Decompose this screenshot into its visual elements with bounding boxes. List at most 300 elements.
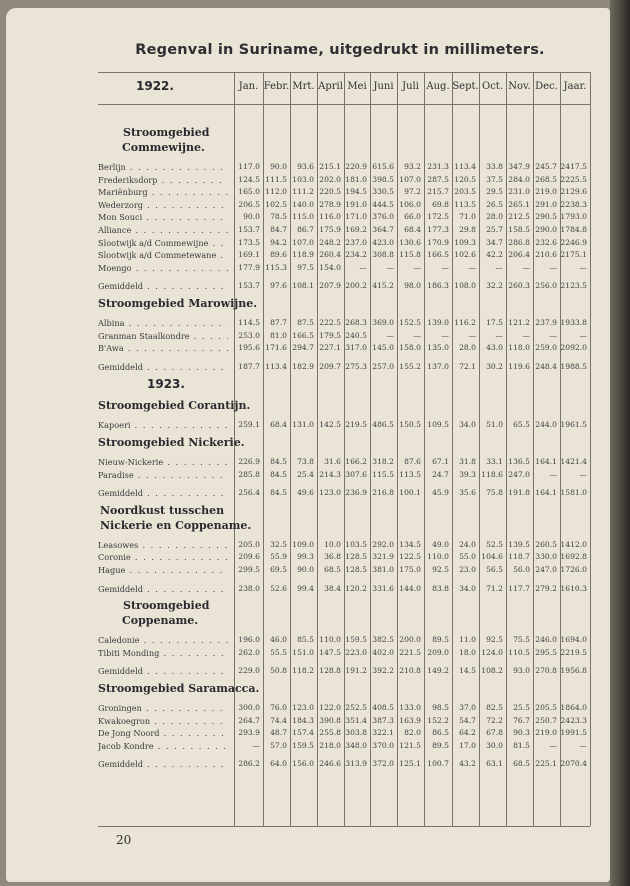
- rainfall-value: 118.9: [292, 250, 314, 260]
- rainfall-value: 49.0: [432, 539, 449, 549]
- rainfall-value: 284.0: [508, 174, 530, 184]
- rainfall-value: 67.8: [486, 728, 503, 738]
- station-name: Nieuw-Nickerie . . .: [98, 456, 228, 468]
- column-header: Jaar.: [563, 81, 587, 92]
- rainfall-value: 300.0: [238, 703, 260, 712]
- rainfall-value: —: [495, 330, 503, 340]
- average-row: [0, 583, 600, 595]
- rainfall-value: 215.7: [427, 187, 449, 197]
- column-header: Nov.: [508, 81, 531, 92]
- rainfall-value: 260.4: [319, 250, 341, 260]
- rainfall-value: 135.0: [427, 343, 449, 353]
- station-name: Gemiddeld . . .: [98, 361, 228, 373]
- rainfall-value: 125.1: [399, 759, 421, 769]
- rainfall-value: 444.5: [372, 199, 394, 209]
- rainfall-value: 290.0: [535, 225, 557, 234]
- rainfall-value: —: [413, 262, 421, 272]
- table-row: [0, 330, 600, 342]
- rainfall-value: 32.2: [486, 281, 503, 291]
- rainfall-value: 154.0: [319, 262, 341, 272]
- rainfall-value: —: [549, 330, 557, 340]
- column-header: Aug.: [426, 81, 450, 92]
- column-header: Juni: [373, 81, 394, 92]
- rainfall-value: 202.0: [319, 174, 341, 184]
- rainfall-value: 115.0: [292, 212, 314, 222]
- section-heading: Stroomgebied: [123, 599, 210, 613]
- rainfall-value: 2129.6: [560, 187, 587, 197]
- rainfall-value: 89.5: [432, 635, 449, 645]
- rainfall-value: 348.0: [345, 740, 367, 750]
- rainfall-value: 92.5: [486, 635, 503, 645]
- rainfall-value: 166.2: [345, 457, 367, 466]
- rainfall-value: 232.6: [535, 237, 557, 247]
- rainfall-value: 2238.3: [560, 199, 587, 209]
- rainfall-value: 26.5: [486, 199, 503, 209]
- rainfall-value: 1581.0: [560, 488, 587, 498]
- rainfall-value: —: [495, 262, 503, 272]
- rainfall-value: 381.0: [372, 565, 394, 574]
- rainfall-value: 257.0: [372, 361, 394, 371]
- rainfall-value: 34.0: [459, 420, 476, 430]
- rainfall-value: 171.0: [345, 212, 367, 222]
- rainfall-value: 179.5: [319, 330, 341, 340]
- rainfall-value: 321.9: [372, 552, 394, 562]
- page-number: 20: [116, 833, 132, 847]
- section-heading: Noordkust tusschen: [100, 503, 225, 517]
- rainfall-value: 209.0: [427, 647, 449, 657]
- rainfall-value: 159.5: [345, 635, 367, 645]
- rainfall-value: 140.0: [292, 199, 314, 209]
- rainfall-value: 133.0: [399, 703, 421, 712]
- station-name: B'Awa . . .: [98, 342, 228, 354]
- table-row: [0, 647, 600, 659]
- column-header: Mei: [347, 81, 367, 92]
- average-row: [0, 361, 600, 373]
- rainfall-value: 73.8: [297, 457, 314, 466]
- rainfall-value: 370.0: [372, 740, 394, 750]
- rainfall-value: 121.2: [508, 318, 530, 327]
- rainfall-value: 207.9: [319, 281, 341, 291]
- table-row: [0, 211, 600, 223]
- rainfall-value: 33.1: [486, 457, 503, 466]
- rainfall-value: 25.5: [513, 703, 530, 712]
- rainfall-value: 398.5: [372, 174, 394, 184]
- rainfall-value: 152.5: [399, 318, 421, 327]
- rainfall-value: 318.2: [372, 457, 394, 466]
- rainfall-value: 81.0: [270, 330, 287, 340]
- rainfall-value: —: [359, 262, 367, 272]
- rainfall-value: 109.0: [292, 539, 314, 549]
- rainfall-value: 128.5: [345, 552, 367, 562]
- rainfall-value: 156.0: [292, 759, 314, 769]
- rainfall-value: 46.0: [270, 635, 287, 645]
- rainfall-value: 270.8: [535, 666, 557, 676]
- rainfall-value: —: [252, 740, 260, 750]
- rainfall-value: 122.0: [319, 703, 341, 712]
- rainfall-value: —: [468, 262, 476, 272]
- rainfall-value: 227.1: [319, 343, 341, 353]
- rainfall-value: 210.6: [535, 250, 557, 260]
- rainfall-value: 219.5: [345, 420, 367, 430]
- rainfall-value: 100.7: [427, 759, 449, 769]
- rainfall-value: 210.8: [399, 666, 421, 676]
- rainfall-value: 30.0: [486, 740, 503, 750]
- rainfall-value: 364.7: [372, 225, 394, 234]
- rainfall-value: 118.6: [481, 469, 503, 479]
- rainfall-value: 165.0: [238, 187, 260, 197]
- rainfall-value: 278.9: [319, 199, 341, 209]
- rainfall-value: 11.0: [459, 635, 476, 645]
- rainfall-value: 66.0: [404, 212, 421, 222]
- rainfall-value: 52.5: [486, 539, 503, 549]
- station-name: Wederzorg . . .: [98, 199, 228, 211]
- rainfall-value: 90.0: [243, 212, 260, 222]
- rainfall-value: 68.5: [324, 565, 341, 574]
- rainfall-value: 43.0: [486, 343, 503, 353]
- rainfall-value: 25.4: [297, 469, 314, 479]
- rainfall-value: 219.0: [535, 728, 557, 738]
- rainfall-value: 279.2: [535, 583, 557, 593]
- rainfall-value: 76.7: [513, 715, 530, 725]
- rainfall-value: 287.5: [427, 174, 449, 184]
- rainfall-value: 2423.3: [560, 715, 587, 725]
- rainfall-value: 120.2: [345, 583, 367, 593]
- rainfall-value: 113.4: [265, 361, 287, 371]
- station-name: Caledonie . . .: [98, 634, 228, 646]
- rainfall-value: 170.9: [427, 237, 449, 247]
- station-name: Paradise . . .: [98, 469, 228, 481]
- section-heading: Coppename.: [122, 614, 199, 628]
- rainfall-value: 86.5: [432, 728, 449, 738]
- rainfall-value: 34.0: [459, 583, 476, 593]
- rainfall-value: 236.9: [345, 488, 367, 498]
- rainfall-value: 84.5: [270, 488, 287, 498]
- rainfall-value: 94.2: [270, 237, 287, 247]
- rainfall-value: 347.9: [508, 162, 530, 171]
- rainfall-value: 152.2: [427, 715, 449, 725]
- rainfall-value: 56.0: [513, 565, 530, 574]
- rainfall-value: 246.0: [535, 635, 557, 645]
- rainfall-value: 240.5: [345, 330, 367, 340]
- rainfall-value: 78.5: [270, 212, 287, 222]
- rainfall-value: 1412.0: [560, 539, 587, 549]
- rainfall-value: —: [468, 330, 476, 340]
- rainfall-value: 34.7: [486, 237, 503, 247]
- rainfall-value: 221.5: [399, 647, 421, 657]
- rainfall-value: 97.5: [297, 262, 314, 272]
- station-name: Gemiddeld . . .: [98, 487, 228, 499]
- rainfall-value: 186.3: [427, 281, 449, 291]
- rainfall-value: 122.5: [399, 552, 421, 562]
- rainfall-value: 76.0: [270, 703, 287, 712]
- station-name: Alliance . . .: [98, 224, 228, 236]
- table-row: [0, 702, 600, 714]
- rainfall-value: 109.3: [454, 237, 476, 247]
- rainfall-value: 38.4: [324, 583, 341, 593]
- rainfall-value: 90.0: [297, 565, 314, 574]
- rainfall-value: 24.0: [459, 539, 476, 549]
- rainfall-value: 93.6: [297, 162, 314, 171]
- rainfall-value: 36.8: [324, 552, 341, 562]
- table-row: [0, 342, 600, 354]
- rainfall-value: 250.7: [535, 715, 557, 725]
- rainfall-value: 177.3: [427, 225, 449, 234]
- rainfall-value: 330.0: [535, 552, 557, 562]
- rainfall-value: 1610.3: [560, 583, 587, 593]
- table-row: [0, 456, 600, 468]
- rainfall-value: 71.2: [486, 583, 503, 593]
- rainfall-value: 486.5: [372, 420, 394, 430]
- rainfall-value: 1421.4: [560, 457, 587, 466]
- table-row: [0, 317, 600, 329]
- rainfall-value: 182.9: [292, 361, 314, 371]
- rainfall-value: 149.2: [427, 666, 449, 676]
- rainfall-value: 244.0: [535, 420, 557, 430]
- rainfall-value: 99.3: [297, 552, 314, 562]
- rainfall-value: 299.5: [238, 565, 260, 574]
- rainfall-value: 150.5: [399, 420, 421, 430]
- table-row: [0, 186, 600, 198]
- table-row: [0, 419, 600, 431]
- rainfall-value: 42.2: [486, 250, 503, 260]
- year-label: 1923.: [147, 377, 185, 392]
- rainfall-value: 110.0: [427, 552, 449, 562]
- station-name: Hague . . .: [98, 564, 228, 576]
- station-name: De Jong Noord . . .: [98, 727, 228, 739]
- rainfall-value: 260.5: [535, 539, 557, 549]
- rainfall-value: 158.5: [508, 225, 530, 234]
- rainfall-value: 268.5: [535, 174, 557, 184]
- page-title: Regenval in Suriname, uitgedrukt in millimeters.: [135, 42, 545, 58]
- rainfall-value: 171.6: [265, 343, 287, 353]
- rainfall-value: 322.1: [372, 728, 394, 738]
- rainfall-value: 117.7: [508, 583, 530, 593]
- rainfall-value: —: [386, 330, 394, 340]
- rainfall-value: 111.5: [265, 174, 287, 184]
- station-name: Gemiddeld . . .: [98, 583, 228, 595]
- station-name: Moengo . . .: [98, 262, 228, 274]
- rainfall-value: 90.3: [513, 728, 530, 738]
- rainfall-value: 68.5: [513, 759, 530, 769]
- section-heading: Stroomgebied Corantijn.: [98, 399, 251, 413]
- rainfall-value: —: [522, 262, 530, 272]
- rainfall-value: 108.1: [292, 281, 314, 291]
- rainfall-value: 113.5: [399, 469, 421, 479]
- rainfall-value: 313.9: [345, 759, 367, 769]
- rainfall-value: 293.9: [238, 728, 260, 738]
- rainfall-value: 175.0: [399, 565, 421, 574]
- rainfall-value: 23.0: [459, 565, 476, 574]
- rainfall-value: 173.5: [238, 237, 260, 247]
- rainfall-value: 72.1: [459, 361, 476, 371]
- rainfall-value: 169.1: [238, 250, 260, 260]
- rainfall-value: 246.6: [319, 759, 341, 769]
- rainfall-value: 308.8: [372, 250, 394, 260]
- table-row: [0, 551, 600, 563]
- rainfall-value: 139.5: [508, 539, 530, 549]
- column-header: Oct.: [482, 81, 503, 92]
- rainfall-value: —: [441, 330, 449, 340]
- station-name: Albina . . .: [98, 317, 228, 329]
- rainfall-value: 184.3: [292, 715, 314, 725]
- rainfall-value: 35.6: [459, 488, 476, 498]
- station-name: Groningen . . .: [98, 702, 228, 714]
- rainfall-value: 415.2: [372, 281, 394, 291]
- rainfall-value: 264.7: [238, 715, 260, 725]
- rainfall-value: 103.0: [292, 174, 314, 184]
- rainfall-value: 116.0: [319, 212, 341, 222]
- rainfall-value: 84.5: [270, 469, 287, 479]
- rainfall-value: 120.5: [454, 174, 476, 184]
- rainfall-value: 116.2: [454, 318, 476, 327]
- rainfall-value: 317.0: [345, 343, 367, 353]
- rainfall-value: 1694.0: [560, 635, 587, 645]
- rainfall-value: 69.8: [432, 199, 449, 209]
- rainfall-value: 29.8: [459, 225, 476, 234]
- rainfall-value: 191.0: [345, 199, 367, 209]
- rainfall-value: 1933.8: [560, 318, 587, 327]
- rainfall-value: —: [579, 262, 587, 272]
- rainfall-value: 92.5: [432, 565, 449, 574]
- average-row: [0, 487, 600, 499]
- rainfall-value: 285.8: [238, 469, 260, 479]
- rainfall-value: 330.5: [372, 187, 394, 197]
- rainfall-value: 87.6: [404, 457, 421, 466]
- rainfall-value: 75.8: [486, 488, 503, 498]
- station-name: Slootwijk a/d Commewijne . . .: [98, 237, 228, 249]
- rainfall-value: 111.2: [292, 187, 314, 197]
- rainfall-value: 14.5: [459, 666, 476, 676]
- rainfall-value: 51.0: [486, 420, 503, 430]
- rainfall-value: 108.0: [454, 281, 476, 291]
- rainfall-value: 153.7: [238, 225, 260, 234]
- rainfall-value: 237.0: [345, 237, 367, 247]
- rainfall-value: 102.5: [265, 199, 287, 209]
- rainfall-value: 2246.9: [560, 237, 587, 247]
- station-name: Kwakoegron . . .: [98, 715, 228, 727]
- rainfall-value: —: [441, 262, 449, 272]
- rainfall-value: 97.2: [404, 187, 421, 197]
- rainfall-value: 32.5: [270, 539, 287, 549]
- rainfall-value: 103.5: [345, 539, 367, 549]
- rainfall-value: 220.5: [319, 187, 341, 197]
- rainfall-value: 256.4: [238, 488, 260, 498]
- rainfall-value: 155.2: [399, 361, 421, 371]
- rainfall-value: 1864.0: [560, 703, 587, 712]
- rainfall-value: 229.0: [238, 666, 260, 676]
- rainfall-value: 164.1: [535, 488, 557, 498]
- rainfall-value: 423.0: [372, 237, 394, 247]
- rainfall-value: 209.7: [319, 361, 341, 371]
- rainfall-value: —: [579, 740, 587, 750]
- rainfall-value: 119.6: [508, 361, 530, 371]
- year-header: 1922.: [136, 79, 174, 93]
- rainfall-value: 164.1: [535, 457, 557, 466]
- rainfall-value: 110.5: [508, 647, 530, 657]
- rainfall-value: 134.5: [399, 539, 421, 549]
- column-header: Febr.: [263, 81, 290, 92]
- rainfall-value: 43.2: [459, 759, 476, 769]
- station-name: Jacob Kondre . . .: [98, 740, 228, 752]
- rainfall-value: 39.3: [459, 469, 476, 479]
- rainfall-value: 84.7: [270, 225, 287, 234]
- table-row: [0, 715, 600, 727]
- rainfall-value: 153.7: [238, 281, 260, 291]
- rainfall-value: 142.5: [319, 420, 341, 430]
- column-header: Jan.: [238, 81, 259, 92]
- rainfall-value: 255.8: [319, 728, 341, 738]
- rainfall-value: 1726.0: [560, 565, 587, 574]
- rainfall-value: 98.0: [404, 281, 421, 291]
- rainfall-value: 206.4: [508, 250, 530, 260]
- rainfall-value: 89.6: [270, 250, 287, 260]
- rainfall-value: 163.9: [399, 715, 421, 725]
- rainfall-value: 196.0: [238, 635, 260, 645]
- rainfall-value: 136.5: [508, 457, 530, 466]
- rainfall-value: 402.0: [372, 647, 394, 657]
- rainfall-value: 67.1: [432, 457, 449, 466]
- rainfall-value: 85.5: [297, 635, 314, 645]
- station-name: Gemiddeld . . .: [98, 665, 228, 677]
- rainfall-value: 28.0: [459, 343, 476, 353]
- rainfall-value: —: [549, 262, 557, 272]
- rainfall-value: 382.5: [372, 635, 394, 645]
- rainfall-value: 25.7: [486, 225, 503, 234]
- rainfall-value: 64.2: [459, 728, 476, 738]
- rainfall-value: 68.4: [270, 420, 287, 430]
- rainfall-value: 121.5: [399, 740, 421, 750]
- rainfall-value: 115.5: [372, 469, 394, 479]
- rainfall-value: 187.7: [238, 361, 260, 371]
- rainfall-value: 82.5: [486, 703, 503, 712]
- rainfall-value: 237.9: [535, 318, 557, 327]
- rainfall-value: 30.2: [486, 361, 503, 371]
- rainfall-value: 55.0: [459, 552, 476, 562]
- rainfall-value: 157.4: [292, 728, 314, 738]
- rainfall-value: 351.4: [345, 715, 367, 725]
- rainfall-value: 118.7: [508, 552, 530, 562]
- station-name: Coronie . . .: [98, 551, 228, 563]
- rainfall-value: 1692.8: [560, 552, 587, 562]
- average-row: [0, 280, 600, 292]
- rainfall-value: 286.2: [238, 759, 260, 769]
- average-row: [0, 758, 600, 770]
- table-row: [0, 262, 600, 274]
- rainfall-value: 69.5: [270, 565, 287, 574]
- rainfall-value: 238.0: [238, 583, 260, 593]
- rainfall-value: 145.0: [372, 343, 394, 353]
- rainfall-value: 205.0: [238, 539, 260, 549]
- rainfall-value: 1961.5: [560, 420, 587, 430]
- rainfall-value: 97.6: [270, 281, 287, 291]
- rainfall-value: 2417.5: [560, 162, 587, 171]
- rainfall-value: —: [549, 740, 557, 750]
- rainfall-value: —: [579, 330, 587, 340]
- station-name: Gemiddeld . . .: [98, 758, 228, 770]
- table-row: [0, 727, 600, 739]
- rainfall-value: 294.7: [292, 343, 314, 353]
- rainfall-value: 216.8: [372, 488, 394, 498]
- rainfall-value: 130.6: [399, 237, 421, 247]
- rainfall-value: 172.5: [427, 212, 449, 222]
- rainfall-value: 110.0: [319, 635, 341, 645]
- rainfall-value: 219.0: [535, 187, 557, 197]
- rainfall-value: 139.0: [427, 318, 449, 327]
- rainfall-value: 104.6: [481, 552, 503, 562]
- rainfall-value: 194.5: [345, 187, 367, 197]
- section-heading: Nickerie en Coppename.: [100, 518, 252, 532]
- rainfall-value: 177.9: [238, 262, 260, 272]
